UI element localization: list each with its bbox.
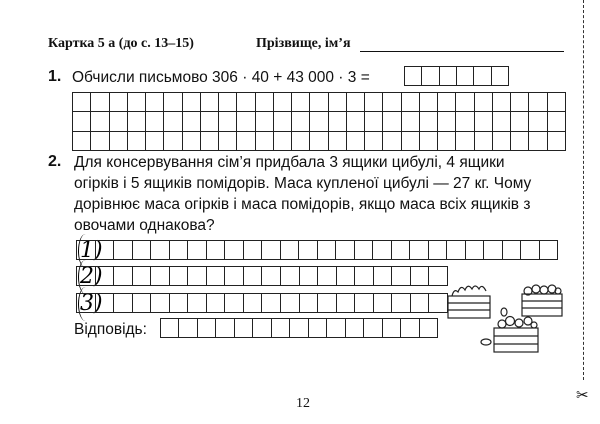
task-1-text: Обчисли письмово 306 · 40 + 43 000 · 3 = bbox=[72, 69, 370, 86]
solution-step-1-label: 1) bbox=[80, 238, 103, 263]
grid-cell[interactable] bbox=[96, 267, 115, 286]
grid-cell[interactable] bbox=[474, 67, 491, 86]
grid-cell[interactable] bbox=[529, 132, 547, 151]
grid-cell[interactable] bbox=[244, 267, 263, 286]
grid-cell[interactable] bbox=[110, 93, 128, 112]
grid-cell[interactable] bbox=[151, 241, 170, 260]
grid-cell[interactable] bbox=[235, 319, 253, 338]
cut-line bbox=[583, 0, 584, 380]
grid-cell[interactable] bbox=[244, 294, 263, 313]
grid-cell[interactable] bbox=[114, 267, 133, 286]
grid-cell[interactable] bbox=[347, 93, 365, 112]
grid-cell[interactable] bbox=[110, 132, 128, 151]
grid-cell[interactable] bbox=[201, 132, 219, 151]
grid-cell[interactable] bbox=[456, 132, 474, 151]
grid-cell[interactable] bbox=[183, 132, 201, 151]
grid-cell[interactable] bbox=[262, 241, 281, 260]
grid-cell[interactable] bbox=[402, 132, 420, 151]
grid-cell[interactable] bbox=[188, 267, 207, 286]
grid-cell[interactable] bbox=[392, 294, 411, 313]
grid-cell[interactable] bbox=[292, 93, 310, 112]
grid-cell[interactable] bbox=[73, 132, 91, 151]
solution-step-1-cells[interactable] bbox=[76, 238, 558, 263]
grid-cell[interactable] bbox=[201, 112, 219, 131]
grid-cell[interactable] bbox=[466, 241, 485, 260]
grid-cell[interactable] bbox=[365, 132, 383, 151]
grid-cell[interactable] bbox=[207, 241, 226, 260]
grid-cell[interactable] bbox=[420, 112, 438, 131]
grid-cell[interactable] bbox=[329, 93, 347, 112]
grid-cell[interactable] bbox=[511, 132, 529, 151]
grid-cell[interactable] bbox=[77, 267, 96, 286]
scissors-icon: ✂ bbox=[576, 387, 589, 404]
grid-cell[interactable] bbox=[73, 112, 91, 131]
grid-cell[interactable] bbox=[300, 267, 319, 286]
grid-cell[interactable] bbox=[383, 112, 401, 131]
grid-cell[interactable] bbox=[114, 294, 133, 313]
grid-cell[interactable] bbox=[164, 132, 182, 151]
grid-cell[interactable] bbox=[347, 132, 365, 151]
page-number: 12 bbox=[296, 396, 310, 411]
grid-cell[interactable] bbox=[164, 112, 182, 131]
grid-cell[interactable] bbox=[292, 132, 310, 151]
grid-cell[interactable] bbox=[96, 294, 115, 313]
solution-step-2-cells[interactable] bbox=[76, 264, 448, 289]
grid-cell[interactable] bbox=[256, 93, 274, 112]
grid-cell[interactable] bbox=[438, 93, 456, 112]
grid-cell[interactable] bbox=[146, 132, 164, 151]
grid-cell[interactable] bbox=[420, 132, 438, 151]
grid-cell[interactable] bbox=[511, 112, 529, 131]
grid-cell[interactable] bbox=[272, 319, 290, 338]
grid-cell[interactable] bbox=[161, 319, 179, 338]
grid-cell[interactable] bbox=[292, 112, 310, 131]
solution-step-3-label: 3) bbox=[80, 291, 103, 316]
grid-cell[interactable] bbox=[365, 93, 383, 112]
grid-cell[interactable] bbox=[300, 294, 319, 313]
grid-cell[interactable] bbox=[373, 241, 392, 260]
grid-cell[interactable] bbox=[128, 112, 146, 131]
grid-cell[interactable] bbox=[91, 112, 109, 131]
grid-cell[interactable] bbox=[438, 132, 456, 151]
grid-cell[interactable] bbox=[151, 267, 170, 286]
solution-step-3-cells[interactable] bbox=[76, 291, 448, 316]
grid-cell[interactable] bbox=[281, 294, 300, 313]
grid-cell[interactable] bbox=[548, 112, 566, 131]
answer-cells[interactable] bbox=[160, 318, 438, 338]
task-1-result-cells[interactable] bbox=[404, 66, 509, 86]
grid-cell[interactable] bbox=[438, 112, 456, 131]
grid-cell[interactable] bbox=[256, 112, 274, 131]
grid-cell[interactable] bbox=[484, 241, 503, 260]
grid-cell[interactable] bbox=[299, 241, 318, 260]
grid-cell[interactable] bbox=[410, 241, 429, 260]
surname-label: Прізвище, ім’я bbox=[256, 36, 351, 51]
grid-cell[interactable] bbox=[290, 319, 308, 338]
grid-cell[interactable] bbox=[77, 294, 96, 313]
grid-cell[interactable] bbox=[529, 112, 547, 131]
grid-cell[interactable] bbox=[170, 241, 189, 260]
grid-cell[interactable] bbox=[329, 132, 347, 151]
grid-cell[interactable] bbox=[225, 241, 244, 260]
grid-cell[interactable] bbox=[219, 93, 237, 112]
grid-cell[interactable] bbox=[318, 241, 337, 260]
crate-left bbox=[448, 296, 490, 318]
grid-cell[interactable] bbox=[364, 319, 382, 338]
grid-cell[interactable] bbox=[91, 93, 109, 112]
grid-cell[interactable] bbox=[337, 294, 356, 313]
grid-cell[interactable] bbox=[457, 67, 474, 86]
grid-cell[interactable] bbox=[521, 241, 540, 260]
grid-cell[interactable] bbox=[548, 132, 566, 151]
grid-cell[interactable] bbox=[402, 112, 420, 131]
grid-cell[interactable] bbox=[503, 241, 522, 260]
grid-cell[interactable] bbox=[456, 112, 474, 131]
vegetable-crates-illustration bbox=[446, 282, 566, 356]
grid-cell[interactable] bbox=[392, 267, 411, 286]
grid-cell[interactable] bbox=[309, 319, 327, 338]
grid-cell[interactable] bbox=[383, 319, 401, 338]
grid-cell[interactable] bbox=[365, 112, 383, 131]
crate-right bbox=[522, 294, 562, 316]
grid-cell[interactable] bbox=[110, 112, 128, 131]
grid-cell[interactable] bbox=[374, 294, 393, 313]
task-2-text-line-1: Для консервування сім’я придбала 3 ящики цибулі, 4 ящики bbox=[74, 154, 505, 171]
task-2-text-line-3: дорівнює маса огірків і маса помідорів, якщо маса всіх ящиків з bbox=[74, 196, 531, 213]
grid-cell[interactable] bbox=[422, 67, 439, 86]
grid-cell[interactable] bbox=[201, 93, 219, 112]
grid-cell[interactable] bbox=[237, 132, 255, 151]
solution-step-2-label: 2) bbox=[80, 264, 103, 289]
grid-cell[interactable] bbox=[493, 112, 511, 131]
grid-cell[interactable] bbox=[207, 267, 226, 286]
grid-cell[interactable] bbox=[151, 294, 170, 313]
grid-cell[interactable] bbox=[420, 93, 438, 112]
grid-cell[interactable] bbox=[336, 241, 355, 260]
grid-cell[interactable] bbox=[244, 241, 263, 260]
grid-cell[interactable] bbox=[383, 93, 401, 112]
grid-cell[interactable] bbox=[337, 267, 356, 286]
task-2-text-line-2: огірків і 5 ящиків помідорів. Маса купленої цибулі — 27 кг. Чому bbox=[74, 175, 532, 192]
grid-cell[interactable] bbox=[346, 319, 364, 338]
grid-cell[interactable] bbox=[274, 132, 292, 151]
grid-cell[interactable] bbox=[318, 267, 337, 286]
grid-cell[interactable] bbox=[198, 319, 216, 338]
grid-cell[interactable] bbox=[219, 112, 237, 131]
card-title: Картка 5 а (до с. 13–15) bbox=[48, 36, 194, 51]
grid-cell[interactable] bbox=[183, 93, 201, 112]
grid-cell[interactable] bbox=[146, 112, 164, 131]
crate-bottom bbox=[494, 328, 538, 352]
grid-cell[interactable] bbox=[73, 93, 91, 112]
grid-cell[interactable] bbox=[133, 241, 152, 260]
grid-cell[interactable] bbox=[493, 93, 511, 112]
grid-cell[interactable] bbox=[225, 294, 244, 313]
grid-cell[interactable] bbox=[281, 267, 300, 286]
grid-cell[interactable] bbox=[475, 132, 493, 151]
grid-cell[interactable] bbox=[114, 241, 133, 260]
grid-cell[interactable] bbox=[347, 112, 365, 131]
grid-cell[interactable] bbox=[511, 93, 529, 112]
grid-cell[interactable] bbox=[183, 112, 201, 131]
grid-cell[interactable] bbox=[219, 132, 237, 151]
task-2-text-line-4: овочами однакова? bbox=[74, 217, 215, 234]
grid-cell[interactable] bbox=[548, 93, 566, 112]
grid-cell[interactable] bbox=[329, 112, 347, 131]
grid-cell[interactable] bbox=[392, 241, 411, 260]
grid-cell[interactable] bbox=[355, 241, 374, 260]
grid-cell[interactable] bbox=[128, 132, 146, 151]
grid-cell[interactable] bbox=[274, 112, 292, 131]
grid-cell[interactable] bbox=[318, 294, 337, 313]
grid-cell[interactable] bbox=[327, 319, 345, 338]
grid-cell[interactable] bbox=[420, 319, 438, 338]
grid-cell[interactable] bbox=[253, 319, 271, 338]
grid-cell[interactable] bbox=[374, 267, 393, 286]
grid-cell[interactable] bbox=[262, 267, 281, 286]
grid-cell[interactable] bbox=[355, 294, 374, 313]
answer-label: Відповідь: bbox=[74, 321, 147, 338]
grid-cell[interactable] bbox=[429, 241, 448, 260]
grid-cell[interactable] bbox=[281, 241, 300, 260]
grid-cell[interactable] bbox=[188, 294, 207, 313]
grid-cell[interactable] bbox=[440, 67, 457, 86]
grid-cell[interactable] bbox=[411, 267, 430, 286]
grid-cell[interactable] bbox=[216, 319, 234, 338]
grid-cell[interactable] bbox=[411, 294, 430, 313]
grid-cell[interactable] bbox=[237, 93, 255, 112]
grid-cell[interactable] bbox=[237, 112, 255, 131]
grid-cell[interactable] bbox=[355, 267, 374, 286]
grid-cell[interactable] bbox=[402, 93, 420, 112]
grid-cell[interactable] bbox=[96, 241, 115, 260]
grid-cell[interactable] bbox=[310, 93, 328, 112]
grid-cell[interactable] bbox=[256, 132, 274, 151]
task-2-number: 2. bbox=[48, 153, 62, 170]
grid-cell[interactable] bbox=[128, 93, 146, 112]
grid-cell[interactable] bbox=[170, 267, 189, 286]
task-1-number: 1. bbox=[48, 68, 62, 85]
grid-cell[interactable] bbox=[207, 294, 226, 313]
grid-cell[interactable] bbox=[493, 132, 511, 151]
grid-cell[interactable] bbox=[475, 93, 493, 112]
grid-cell[interactable] bbox=[529, 93, 547, 112]
worksheet-header bbox=[48, 36, 568, 58]
grid-cell[interactable] bbox=[133, 267, 152, 286]
grid-cell[interactable] bbox=[475, 112, 493, 131]
grid-cell[interactable] bbox=[401, 319, 419, 338]
grid-cell[interactable] bbox=[133, 294, 152, 313]
grid-cell[interactable] bbox=[447, 241, 466, 260]
grid-cell[interactable] bbox=[225, 267, 244, 286]
grid-cell[interactable] bbox=[540, 241, 559, 260]
grid-cell[interactable] bbox=[146, 93, 164, 112]
grid-cell[interactable] bbox=[274, 93, 292, 112]
grid-cell[interactable] bbox=[262, 294, 281, 313]
name-input-line[interactable] bbox=[360, 51, 564, 52]
grid-cell[interactable] bbox=[77, 241, 96, 260]
grid-cell[interactable] bbox=[188, 241, 207, 260]
grid-cell[interactable] bbox=[164, 93, 182, 112]
grid-cell[interactable] bbox=[170, 294, 189, 313]
grid-cell[interactable] bbox=[179, 319, 197, 338]
grid-cell[interactable] bbox=[383, 132, 401, 151]
grid-cell[interactable] bbox=[310, 132, 328, 151]
grid-cell[interactable] bbox=[91, 132, 109, 151]
task-1-work-grid[interactable] bbox=[72, 92, 566, 151]
grid-cell[interactable] bbox=[456, 93, 474, 112]
grid-cell[interactable] bbox=[492, 67, 509, 86]
grid-cell[interactable] bbox=[405, 67, 422, 86]
grid-cell[interactable] bbox=[310, 112, 328, 131]
